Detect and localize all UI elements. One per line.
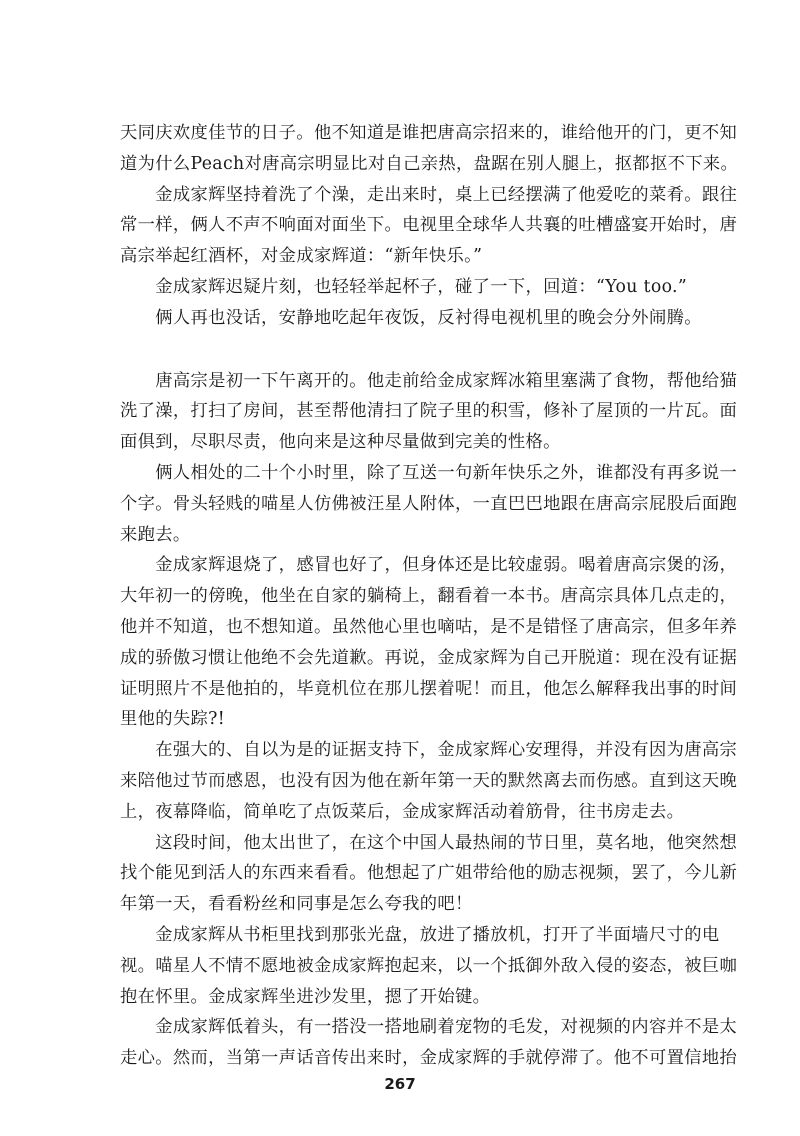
text-line: 个字。骨头轻贱的喵星人仿佛被汪星人附体，一直巴巴地跟在唐高宗屁股后面跑 bbox=[120, 493, 738, 514]
text-line: 大年初一的傍晚，他坐在自家的躺椅上，翻看着一本书。唐高宗具体几点走的， bbox=[120, 586, 738, 607]
text-line: 常一样，俩人不声不响面对面坐下。电视里全球华人共襄的吐槽盛宴开始时，唐 bbox=[120, 215, 738, 236]
body-text bbox=[120, 118, 740, 1074]
text-line: 找个能见到活人的东西来看看。他想起了广姐带给他的励志视频，罢了，今儿新 bbox=[120, 863, 738, 884]
text-line: 俩人再也没话，安静地吃起年夜饭，反衬得电视机里的晚会分外闹腾。 bbox=[120, 307, 702, 328]
text-line: 他并不知道，也不想知道。虽然他心里也嘀咕，是不是错怪了唐高宗，但多年养 bbox=[120, 616, 738, 637]
text-line: 金成家辉迟疑片刻，也轻轻举起杯子，碰了一下，回道：“You too.” bbox=[120, 276, 688, 297]
text-line: 唐高宗是初一下午离开的。他走前给金成家辉冰箱里塞满了食物，帮他给猫 bbox=[120, 370, 738, 391]
section-two bbox=[120, 366, 740, 1074]
text-line: 来跑去。 bbox=[120, 524, 191, 545]
section-one bbox=[120, 118, 740, 334]
text-line: 里他的失踪?! bbox=[120, 709, 226, 730]
text-line: 俩人相处的二十个小时里，除了互送一句新年快乐之外，谁都没有再多说一 bbox=[120, 462, 738, 483]
text-line: 抱在怀里。金成家辉坐进沙发里，摁了开始键。 bbox=[120, 986, 491, 1007]
text-line: 视。喵星人不情不愿地被金成家辉抱起来，以一个抵御外敌入侵的姿态，被巨咖 bbox=[120, 955, 738, 976]
text-line: 金成家辉从书柜里找到那张光盘，放进了播放机，打开了半面墙尺寸的电 bbox=[120, 924, 720, 945]
text-line: 来陪他过节而感恩，也没有因为他在新年第一天的默然离去而伤感。直到这天晚 bbox=[120, 770, 738, 791]
text-line: 年第一天，看看粉丝和同事是怎么夸我的吧！ bbox=[120, 894, 473, 915]
text-line: 这段时间，他太出世了，在这个中国人最热闹的节日里，莫名地，他突然想 bbox=[120, 832, 738, 853]
text-line: 上，夜幕降临，简单吃了点饭菜后，金成家辉活动着筋骨，往书房走去。 bbox=[120, 801, 685, 822]
text-line: 高宗举起红酒杯，对金成家辉道：“新年快乐。” bbox=[120, 246, 483, 267]
text-line: 洗了澡，打扫了房间，甚至帮他清扫了院子里的积雪，修补了屋顶的一片瓦。面 bbox=[120, 401, 738, 422]
text-line: 道为什么Peach对唐高宗明显比对自己亲热，盘踞在别人腿上，抠都抠不下来。 bbox=[120, 153, 739, 174]
text-line: 证明照片不是他拍的，毕竟机位在那儿摆着呢！而且，他怎么解释我出事的时间 bbox=[120, 678, 738, 699]
text-line: 金成家辉坚持着洗了个澡，走出来时，桌上已经摆满了他爱吃的菜肴。跟往 bbox=[120, 184, 738, 205]
text-line: 面俱到，尽职尽责，他向来是这种尽量做到完美的性格。 bbox=[120, 432, 561, 453]
text-line: 天同庆欢度佳节的日子。他不知道是谁把唐高宗招来的，谁给他开的门，更不知 bbox=[120, 123, 738, 143]
section-break bbox=[120, 334, 740, 366]
text-line: 金成家辉退烧了，感冒也好了，但身体还是比较虚弱。喝着唐高宗煲的汤， bbox=[120, 555, 738, 576]
text-line: 在强大的、自以为是的证据支持下，金成家辉心安理得，并没有因为唐高宗 bbox=[120, 740, 738, 761]
text-line: 成的骄傲习惯让他绝不会先道歉。再说，金成家辉为自己开脱道：现在没有证据 bbox=[120, 647, 738, 668]
page-number: 267 bbox=[384, 1075, 416, 1093]
text-line: 走心。然而，当第一声话音传出来时，金成家辉的手就停滞了。他不可置信地抬 bbox=[120, 1048, 738, 1069]
text-line: 金成家辉低着头，有一搭没一搭地刷着宠物的毛发，对视频的内容并不是太 bbox=[120, 1017, 738, 1038]
